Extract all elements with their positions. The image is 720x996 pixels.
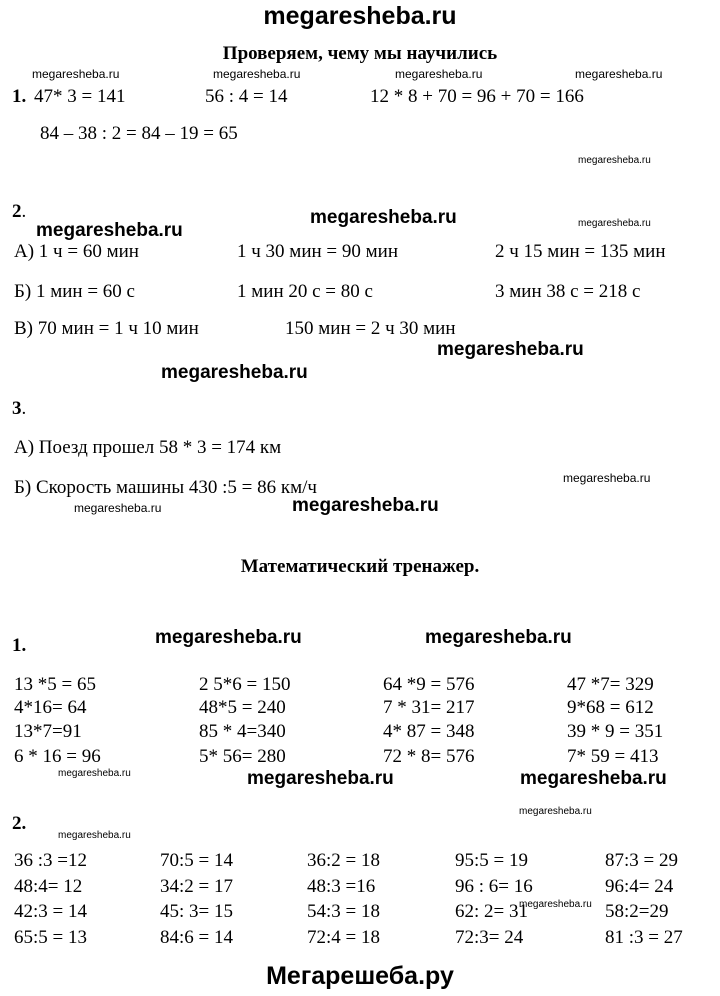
multiplication-item: 7 * 31= 217 — [383, 697, 475, 718]
watermark: megaresheba.ru — [58, 768, 131, 779]
multiplication-item: 72 * 8= 576 — [383, 746, 475, 767]
equation: 47* 3 = 141 — [34, 86, 126, 107]
division-item: 62: 2= 31 — [455, 901, 528, 922]
multiplication-item: 39 * 9 = 351 — [567, 721, 664, 742]
division-item: 48:4= 12 — [14, 876, 83, 897]
time-conversion: 2 ч 15 мин = 135 мин — [495, 241, 666, 262]
division-item: 87:3 = 29 — [605, 850, 678, 871]
division-item: 36 :3 =12 — [14, 850, 87, 871]
equation: 84 – 38 : 2 = 84 – 19 = 65 — [40, 123, 238, 144]
multiplication-item: 9*68 = 612 — [567, 697, 654, 718]
section-heading-trainer: Математический тренажер. — [240, 556, 480, 577]
word-problem-answer: Б) Скорость машины 430 :5 = 86 км/ч — [14, 477, 317, 498]
watermark: megaresheba.ru — [519, 899, 592, 910]
time-conversion: 3 мин 38 с = 218 с — [495, 281, 641, 302]
word-problem-answer: А) Поезд прошел 58 * 3 = 174 км — [14, 437, 282, 458]
division-item: 58:2=29 — [605, 901, 669, 922]
watermark: megaresheba.ru — [292, 495, 439, 516]
multiplication-item: 5* 56= 280 — [199, 746, 286, 767]
multiplication-item: 47 *7= 329 — [567, 674, 654, 695]
watermark: megaresheba.ru — [563, 471, 651, 485]
watermark: megaresheba.ru — [36, 220, 183, 241]
time-conversion: 150 мин = 2 ч 30 мин — [285, 318, 456, 339]
task-number: 1. — [12, 635, 27, 656]
multiplication-item: 13*7=91 — [14, 721, 82, 742]
multiplication-item: 13 *5 = 65 — [14, 674, 96, 695]
time-conversion: 1 мин 20 с = 80 с — [237, 281, 373, 302]
division-item: 72:4 = 18 — [307, 927, 380, 948]
equation: 12 * 8 + 70 = 96 + 70 = 166 — [370, 86, 584, 107]
watermark: megaresheba.ru — [213, 67, 301, 81]
task-number: 2. — [12, 813, 27, 834]
division-item: 65:5 = 13 — [14, 927, 87, 948]
division-item: 96:4= 24 — [605, 876, 674, 897]
division-item: 96 : 6= 16 — [455, 876, 533, 897]
watermark: megaresheba.ru — [247, 768, 394, 789]
division-item: 36:2 = 18 — [307, 850, 380, 871]
watermark: megaresheba.ru — [519, 806, 592, 817]
task-number: 2. — [12, 201, 27, 222]
division-item: 45: 3= 15 — [160, 901, 233, 922]
task-number: 1. — [12, 86, 27, 107]
footer-title: Мегарешеба.ру — [266, 962, 454, 990]
watermark: megaresheba.ru — [520, 768, 667, 789]
division-item: 48:3 =16 — [307, 876, 376, 897]
section-heading-check: Проверяем, чему мы научились — [222, 43, 498, 64]
equation: 56 : 4 = 14 — [205, 86, 288, 107]
watermark: megaresheba.ru — [425, 627, 572, 648]
division-item: 54:3 = 18 — [307, 901, 380, 922]
watermark: megaresheba.ru — [310, 207, 457, 228]
watermark: megaresheba.ru — [575, 67, 663, 81]
watermark: megaresheba.ru — [395, 67, 483, 81]
division-item: 81 :3 = 27 — [605, 927, 683, 948]
watermark: megaresheba.ru — [155, 627, 302, 648]
division-item: 72:3= 24 — [455, 927, 524, 948]
time-conversion: В) 70 мин = 1 ч 10 мин — [14, 318, 199, 339]
division-item: 70:5 = 14 — [160, 850, 233, 871]
multiplication-item: 85 * 4=340 — [199, 721, 286, 742]
watermark: megaresheba.ru — [58, 830, 131, 841]
watermark: megaresheba.ru — [32, 67, 120, 81]
time-conversion: А) 1 ч = 60 мин — [14, 241, 139, 262]
task-number: 3. — [12, 398, 27, 419]
watermark: megaresheba.ru — [437, 339, 584, 360]
division-item: 42:3 = 14 — [14, 901, 87, 922]
multiplication-item: 4* 87 = 348 — [383, 721, 475, 742]
watermark: megaresheba.ru — [578, 218, 651, 229]
site-title: megaresheba.ru — [263, 2, 457, 30]
division-item: 84:6 = 14 — [160, 927, 233, 948]
division-item: 95:5 = 19 — [455, 850, 528, 871]
division-item: 34:2 = 17 — [160, 876, 233, 897]
time-conversion: Б) 1 мин = 60 с — [14, 281, 135, 302]
multiplication-item: 2 5*6 = 150 — [199, 674, 291, 695]
watermark: megaresheba.ru — [161, 362, 308, 383]
multiplication-item: 48*5 = 240 — [199, 697, 286, 718]
multiplication-item: 7* 59 = 413 — [567, 746, 659, 767]
multiplication-item: 4*16= 64 — [14, 697, 87, 718]
multiplication-item: 64 *9 = 576 — [383, 674, 475, 695]
multiplication-item: 6 * 16 = 96 — [14, 746, 101, 767]
watermark: megaresheba.ru — [74, 501, 162, 515]
watermark: megaresheba.ru — [578, 155, 651, 166]
time-conversion: 1 ч 30 мин = 90 мин — [237, 241, 398, 262]
